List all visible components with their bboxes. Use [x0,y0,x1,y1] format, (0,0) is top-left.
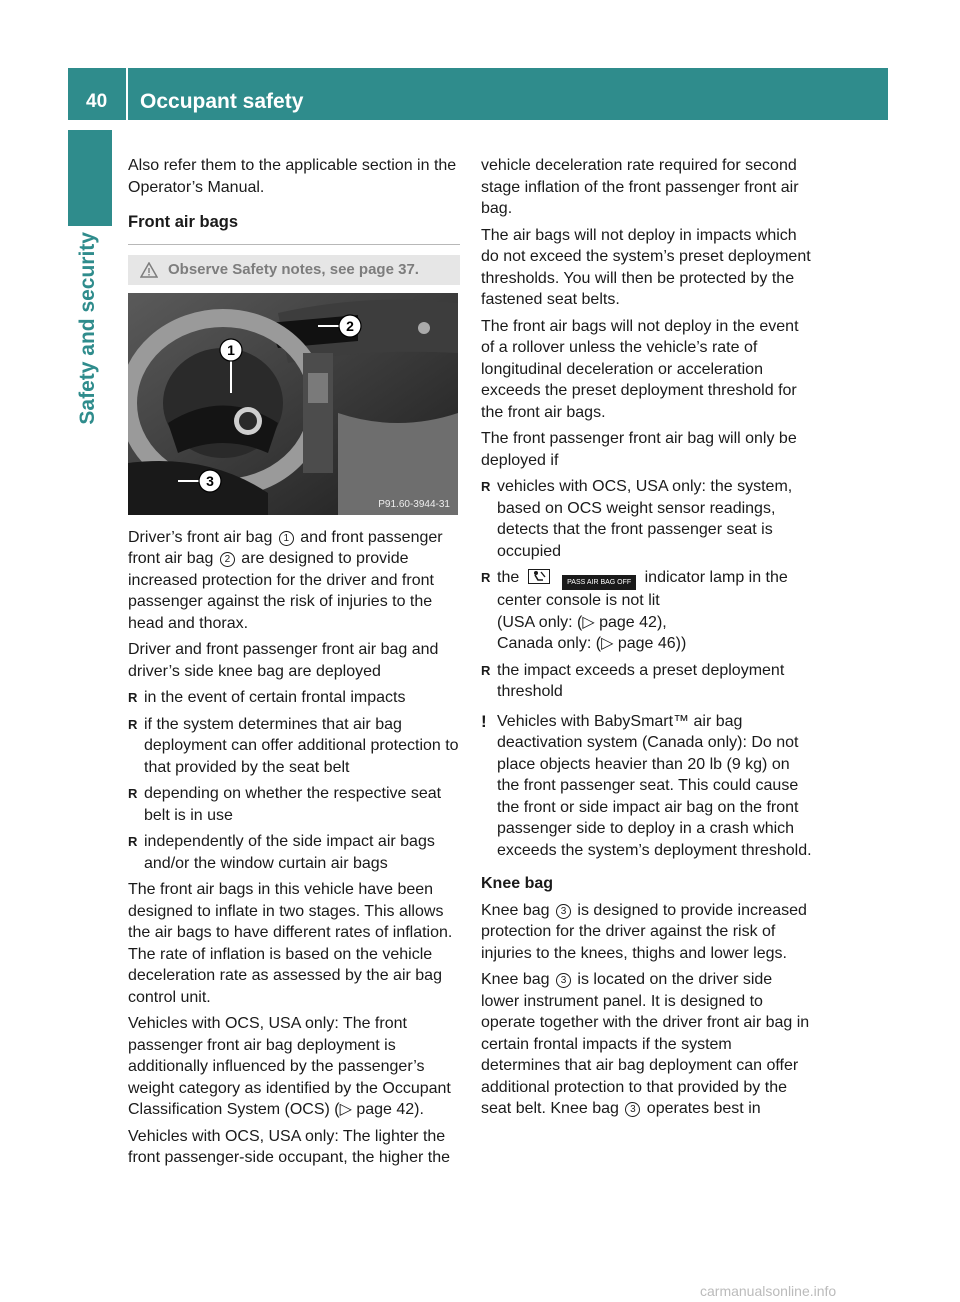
side-tab-label [68,232,112,452]
callout-3-label: 3 [206,472,214,489]
page-header [68,68,888,120]
k2-text-c: operates best in [646,1100,761,1117]
list-item-text: vehicles with OCS, USA only: the system, based on OCS weight sensor readings, detects that the front passenger seat is occupied [497,478,793,560]
callout-ref-3: 3 [625,1102,640,1117]
callout-2-label: 2 [346,317,354,334]
warning-triangle-icon [140,262,158,278]
lamp-text-c: (USA only: (▷ page 42), [497,613,667,631]
footer-watermark: carmanualsonline.info [700,1283,837,1299]
side-tab-text: Safety and security [76,232,99,425]
p1-text-a: Driver’s front air bag [128,528,273,546]
list-item: R independently of the side impact air bags and/or the window curtain air bags [128,833,435,872]
rollover-paragraph: The front air bags will not deploy in the event of a rollover unless the vehicle’s rate of longitudinal deceleration or acceleration exceeds the preset deployment threshold for the front air bags. [481,317,799,421]
inflation-paragraph: The front air bags in this vehicle have been designed to inflate in two stages. This allows the air bags to have different rates of inflation. The rate of inflation is based on the vehicle deceleration rate as assessed by the air bag control unit. [128,881,453,1006]
header-divider [126,68,128,120]
knee-bag-heading: Knee bag [481,875,554,892]
list-item-text: if the system determines that air bag deployment can offer additional protection to that provided by the seat belt [144,715,459,776]
callout-ref-2: 2 [220,552,235,567]
list-item-text: depending on whether the respective seat belt is in use [144,785,442,824]
deployment-paragraph: Driver and front passenger front air bag and driver’s side knee bag are deployed [128,641,439,680]
right-column [481,155,813,1125]
callout-ref-1: 1 [279,531,294,546]
list-item: R the impact exceeds a preset deployment threshold [481,661,785,700]
safety-note-text: Observe Safety notes, see page 37. [168,260,419,278]
k2-text-a: Knee bag [481,971,550,988]
k1-text-b: is designed to provide increased protection for the driver against the risk of injuries to the knees, thighs and lower legs. [481,901,807,962]
list-item: R depending on whether the respective seat belt is in use [128,785,442,824]
lamp-text-b: indicator lamp in the center console is not lit [497,569,788,609]
ocs-occupant-paragraph: Vehicles with OCS, USA only: The lighter the front passenger-side occupant, the higher the [128,1127,450,1166]
list-item: R the PASS AIR BAG OFF indicator lamp in the center console is not lit (USA only: (▷ page 42), Canada only: (▷ page 46)) [481,569,788,652]
babysmart-warning [481,711,813,862]
k1-text-a: Knee bag [481,901,550,919]
chapter-title: Occupant safety [140,90,304,113]
k2-text-b: is located on the driver side lower instrument panel. It is designed to operate together with the driver front air bag in certain frontal impacts if the system determines that air bag deployment can offer additional protection to that provided by the seat belt. Knee bag [481,971,810,1117]
list-item-text: the impact exceeds a preset deployment threshold [497,661,785,700]
threshold-paragraph: The air bags will not deploy in impacts which do not exceed the system’s preset deployment thresholds. You will then be protected by the fastened seat belts. [481,226,811,308]
knee-bag-paragraph-2 [481,969,813,1120]
dashboard-illustration [128,293,458,515]
continued-paragraph: vehicle deceleration rate required for second stage inflation of the front passenger front air bag. [481,157,799,217]
heading-divider [128,244,460,245]
airbag-figure [128,293,458,515]
list-item-text: in the event of certain frontal impacts [144,689,406,706]
passenger-deploy-paragraph: The front passenger front air bag will only be deployed if [481,430,797,469]
list-item: R in the event of certain frontal impacts [128,689,406,706]
list-item: R vehicles with OCS, USA only: the system, based on OCS weight sensor readings, detects that the front passenger seat is occupied [481,478,793,560]
p1-text-c: are designed to provide increased protection for the driver and front passenger against the risk of injuries to the head and thorax. [128,550,434,632]
callout-ref-3: 3 [556,973,571,988]
list-item: R if the system determines that air bag deployment can offer additional protection to that provided by the seat belt [128,715,459,776]
list-item-text: independently of the side impact air bags and/or the window curtain air bags [144,833,435,872]
side-tab-marker [68,130,112,226]
airbag-intro-paragraph [128,527,460,635]
section-heading: Front air bags [128,213,239,231]
knee-bag-paragraph-1 [481,900,813,965]
p1-text-b: and front passenger front air bag [128,528,443,567]
ocs-paragraph: Vehicles with OCS, USA only: The front passenger front air bag deployment is additionally influenced by the passenger’s weight category as identified by the Occupant Classification System (OCS) (▷ page 42). [128,1015,451,1118]
intro-text: Also refer them to the applicable section in the Operator’s Manual. [128,157,457,196]
warning-text: Vehicles with BabySmart™ air bag deactivation system (Canada only): Do not place objects heavier than 20 lb (9 kg) on the front passenger seat. This could cause the front or side impact air bag on the front passenger side to deploy in a crash which exceeds the system’s deployment threshold. [497,712,812,859]
callout-ref-3: 3 [556,904,571,919]
safety-note [128,255,460,285]
page-number: 40 [86,91,108,112]
pass-airbag-off-lamp: PASS AIR BAG OFF [562,575,636,590]
figure-code: P91.60-3944-31 [378,498,450,510]
lamp-text-a: the [497,569,520,586]
lamp-text-d: Canada only: (▷ page 46)) [497,635,687,652]
left-column [128,155,460,1174]
passenger-seat-airbag-icon [528,569,550,584]
callout-1-label: 1 [227,341,235,358]
exclamation-icon: ! [481,711,487,731]
